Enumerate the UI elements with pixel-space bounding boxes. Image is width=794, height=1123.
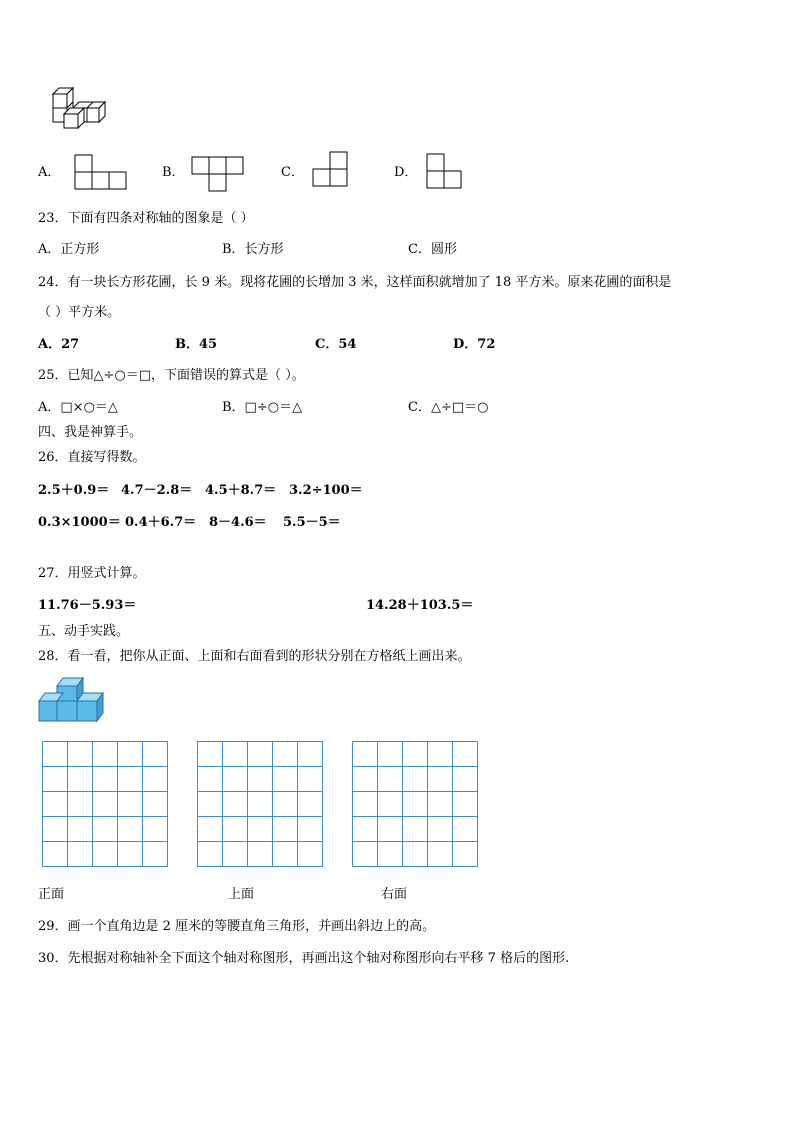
q28-grid-front (42, 741, 168, 867)
q26-item-4: 3.2÷100＝ (289, 483, 363, 498)
q28-stem: 28．看一看，把你从正面、上面和右面看到的形状分别在方格纸上画出来。 (38, 649, 471, 664)
q22-option-c-figure (311, 150, 351, 188)
cube-stack-figure (48, 82, 128, 142)
q26-item-6: 0.4＋6.7＝ (125, 515, 197, 530)
q22-option-a-figure (73, 153, 129, 189)
q26-item-5: 0.3×1000＝ (38, 515, 121, 530)
q25-stem: 25．已知△÷○＝□，下面错误的算式是（ ）。 (38, 368, 305, 383)
q29-stem: 29．画一个直角边是 2 厘米的等腰直角三角形，并画出斜边上的高。 (38, 919, 436, 934)
grid-right-lines (353, 742, 478, 867)
q26-item-7: 8－4.6＝ (209, 515, 267, 530)
q28-grid-right (352, 741, 478, 867)
section-4-title: 四、我是神算手。 (38, 425, 143, 440)
q22-option-b-figure (190, 155, 246, 193)
q27-item-2: 14.28＋103.5＝ (366, 598, 474, 613)
q22-option-c-label: C． (281, 165, 304, 180)
q24-stem-line1: 24．有一块长方形花圃，长 9 米。现将花圃的长增加 3 米，这样面积就增加了 18 平方米。原来花圃的面积是 (38, 275, 672, 290)
q25-option-c: C．△÷□＝○ (408, 400, 489, 415)
q26-item-3: 4.5＋8.7＝ (205, 483, 277, 498)
q22-option-d-figure (425, 152, 465, 190)
q24-option-c: C．54 (315, 337, 357, 352)
q28-label-top: 上面 (228, 887, 255, 902)
q27-item-1: 11.76－5.93＝ (38, 598, 137, 613)
q28-label-right: 右面 (381, 887, 408, 902)
q26-item-8: 5.5－5＝ (283, 515, 341, 530)
q30-stem: 30．先根据对称轴补全下面这个轴对称图形，再画出这个轴对称图形向右平移 7 格后的图形. (38, 951, 570, 966)
q26-stem: 26．直接写得数。 (38, 450, 146, 465)
q22-option-a-label: A． (38, 165, 61, 180)
q28-blue-cube-stack (38, 676, 108, 724)
q24-option-b: B．45 (175, 337, 218, 352)
q27-stem: 27．用竖式计算。 (38, 566, 146, 581)
q26-item-2: 4.7－2.8＝ (121, 483, 193, 498)
q25-option-a: A．□×○＝△ (38, 400, 118, 415)
q24-option-d: D．72 (453, 337, 496, 352)
q22-option-d-label: D． (394, 165, 418, 180)
q23-option-a: A．正方形 (38, 242, 100, 257)
q26-item-1: 2.5＋0.9＝ (38, 483, 110, 498)
section-5-title: 五、动手实践。 (38, 624, 130, 639)
q23-option-c: C．圆形 (408, 242, 457, 257)
q22-option-b-label: B． (162, 165, 185, 180)
grid-front-lines (43, 742, 168, 867)
q23-stem: 23．下面有四条对称轴的图象是（ ） (38, 211, 254, 226)
q28-grid-top (197, 741, 323, 867)
q24-option-a: A．27 (38, 337, 80, 352)
q23-option-b: B．长方形 (222, 242, 284, 257)
q24-stem-line2: （ ）平方米。 (38, 305, 121, 320)
q28-label-front: 正面 (38, 887, 65, 902)
grid-top-lines (198, 742, 323, 867)
q25-option-b: B．□÷○＝△ (222, 400, 303, 415)
